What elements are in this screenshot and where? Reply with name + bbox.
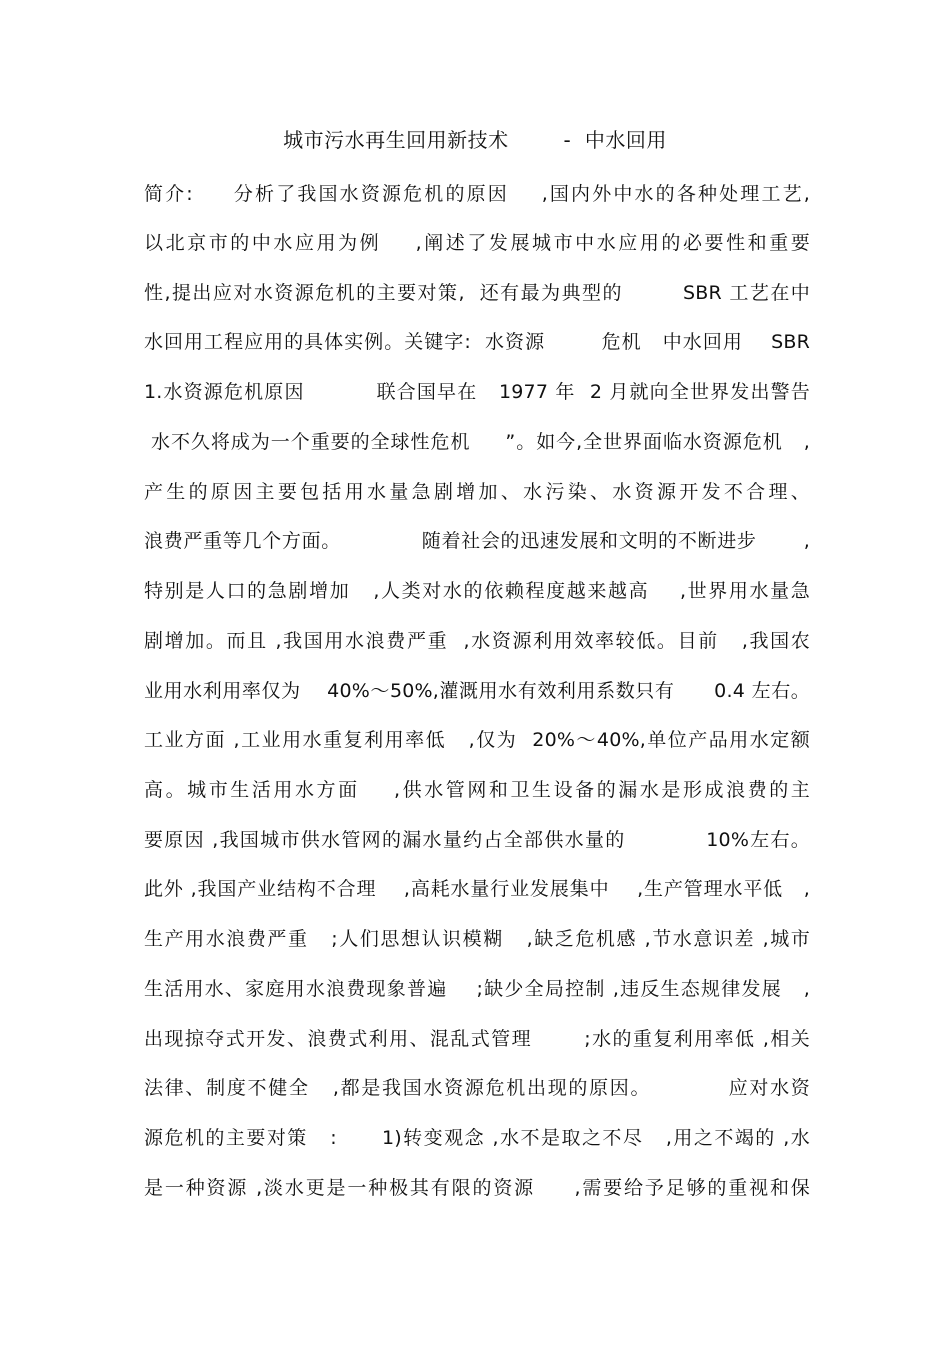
text-line: 高。城市生活用水方面 ,供水管网和卫生设备的漏水是形成浪费的主 — [144, 779, 810, 801]
text-line: 要原因 ,我国城市供水管网的漏水量约占全部供水量的 10%左右。 — [144, 829, 810, 851]
text-line: 工业方面 ,工业用水重复利用率低 ,仅为 20%～40%,单位产品用水定额 — [144, 729, 810, 751]
text-line: 水回用工程应用的具体实例。关键字: 水资源 危机 中水回用 SBR — [144, 331, 810, 353]
document-title: 城市污水再生回用新技术 - 中水回用 — [283, 128, 667, 152]
text-line: 以北京市的中水应用为例 ,阐述了发展城市中水应用的必要性和重要 — [144, 232, 810, 254]
text-line: 特别是人口的急剧增加 ,人类对水的依赖程度越来越高 ,世界用水量急 — [144, 580, 810, 602]
text-line: 生活用水、家庭用水浪费现象普遍 ;缺少全局控制 ,违反生态规律发展 , — [144, 978, 810, 1000]
text-line: 浪费严重等几个方面。 随着社会的迅速发展和文明的不断进步 , — [144, 530, 810, 552]
text-line: 简介: 分析了我国水资源危机的原因 ,国内外中水的各种处理工艺, — [144, 183, 810, 205]
text-line: 是一种资源 ,淡水更是一种极其有限的资源 ,需要给予足够的重视和保 — [144, 1177, 810, 1199]
text-line: 1.水资源危机原因 联合国早在 1977 年 2 月就向全世界发出警告 — [144, 381, 810, 403]
text-line: 剧增加。而且 ,我国用水浪费严重 ,水资源利用效率较低。目前 ,我国农 — [144, 630, 810, 652]
text-line: 业用水利用率仅为 40%～50%,灌溉用水有效利用系数只有 0.4 左右。 — [144, 680, 810, 702]
text-line: 法律、制度不健全 ,都是我国水资源危机出现的原因。 应对水资 — [144, 1077, 810, 1099]
text-line: 此外 ,我国产业结构不合理 ,高耗水量行业发展集中 ,生产管理水平低 , — [144, 878, 810, 900]
text-line: 源危机的主要对策 : 1)转变观念 ,水不是取之不尽 ,用之不竭的 ,水 — [144, 1127, 810, 1149]
text-line: 水不久将成为一个重要的全球性危机 ”。如今,全世界面临水资源危机 , — [144, 431, 810, 453]
text-line: 生产用水浪费严重 ;人们思想认识模糊 ,缺乏危机感 ,节水意识差 ,城市 — [144, 928, 810, 950]
text-line: 产生的原因主要包括用水量急剧增加、水污染、水资源开发不合理、 — [144, 481, 810, 503]
text-line: 性,提出应对水资源危机的主要对策, 还有最为典型的 SBR 工艺在中 — [144, 282, 810, 304]
text-line: 出现掠夺式开发、浪费式利用、混乱式管理 ;水的重复利用率低 ,相关 — [144, 1028, 810, 1050]
